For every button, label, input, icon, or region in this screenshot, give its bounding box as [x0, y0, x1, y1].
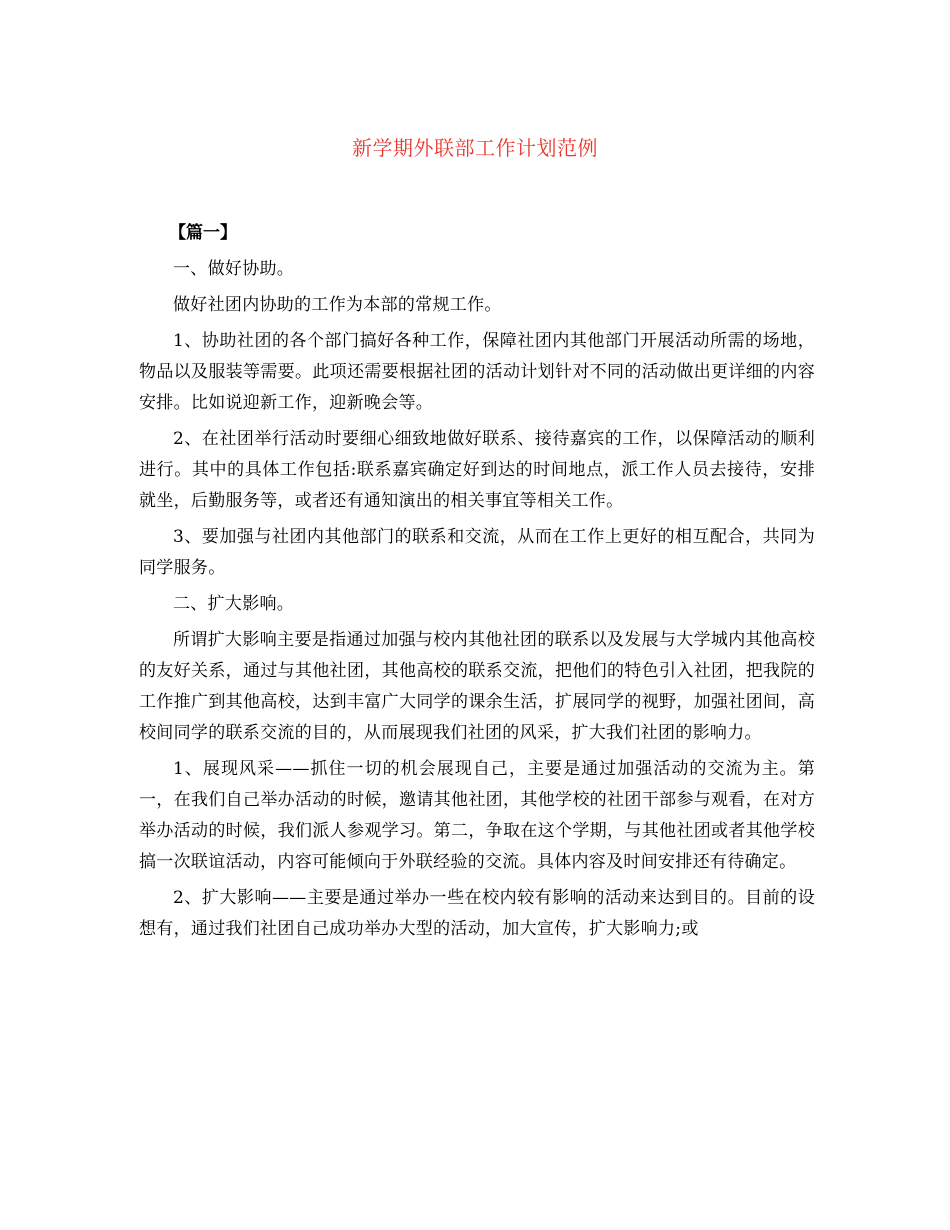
document-body: [139, 218, 815, 950]
paragraph: 1、协助社团的各个部门搞好各种工作，保障社团内其他部门开展活动所需的场地，物品以及服装等需要。此项还需要根据社团的活动计划针对不同的活动做出更详细的内容安排。比如说迎新工作，迎新晚会等。: [139, 331, 815, 413]
paragraph: 3、要加强与社团内其他部门的联系和交流，从而在工作上更好的相互配合，共同为同学服务。: [139, 527, 815, 578]
paragraph: 做好社团内协助的工作为本部的常规工作。: [173, 295, 502, 315]
paragraph: 2、在社团举行活动时要细心细致地做好联系、接待嘉宾的工作，以保障活动的顺利进行。其中的具体工作包括:联系嘉宾确定好到达的时间地点，派工作人员去接待，安排就坐，后勤服务等，或者还有通知演出的相关事宜等相关工作。: [139, 429, 815, 511]
heading-assist: 一、做好协助。: [173, 259, 295, 279]
section-heading: 【篇一】: [169, 223, 237, 243]
paragraph: 1、展现风采——抓住一切的机会展现自己，主要是通过加强活动的交流为主。第一，在我们自己举办活动的时候，邀请其他社团，其他学校的社团干部参与观看，在对方举办活动的时候，我们派人参观学习。第二，争取在这个学期，与其他社团或者其他学校搞一次联谊活动，内容可能倾向于外联经验的交流。具体内容及时间安排还有待确定。: [139, 759, 815, 872]
heading-influence: 二、扩大影响。: [173, 594, 295, 614]
paragraph: 2、扩大影响——主要是通过举办一些在校内较有影响的活动来达到目的。目前的设想有，通过我们社团自己成功举办大型的活动，加大宣传，扩大影响力;或: [139, 888, 815, 939]
document-title: 新学期外联部工作计划范例: [352, 136, 598, 160]
paragraph: 所谓扩大影响主要是指通过加强与校内其他社团的联系以及发展与大学城内其他高校的友好关系，通过与其他社团，其他高校的联系交流，把他们的特色引入社团，把我院的工作推广到其他高校，达到丰富广大同学的课余生活，扩展同学的视野，加强社团间，高校间同学的联系交流的目的，从而展现我们社团的风采，扩大我们社团的影响力。: [139, 630, 815, 743]
